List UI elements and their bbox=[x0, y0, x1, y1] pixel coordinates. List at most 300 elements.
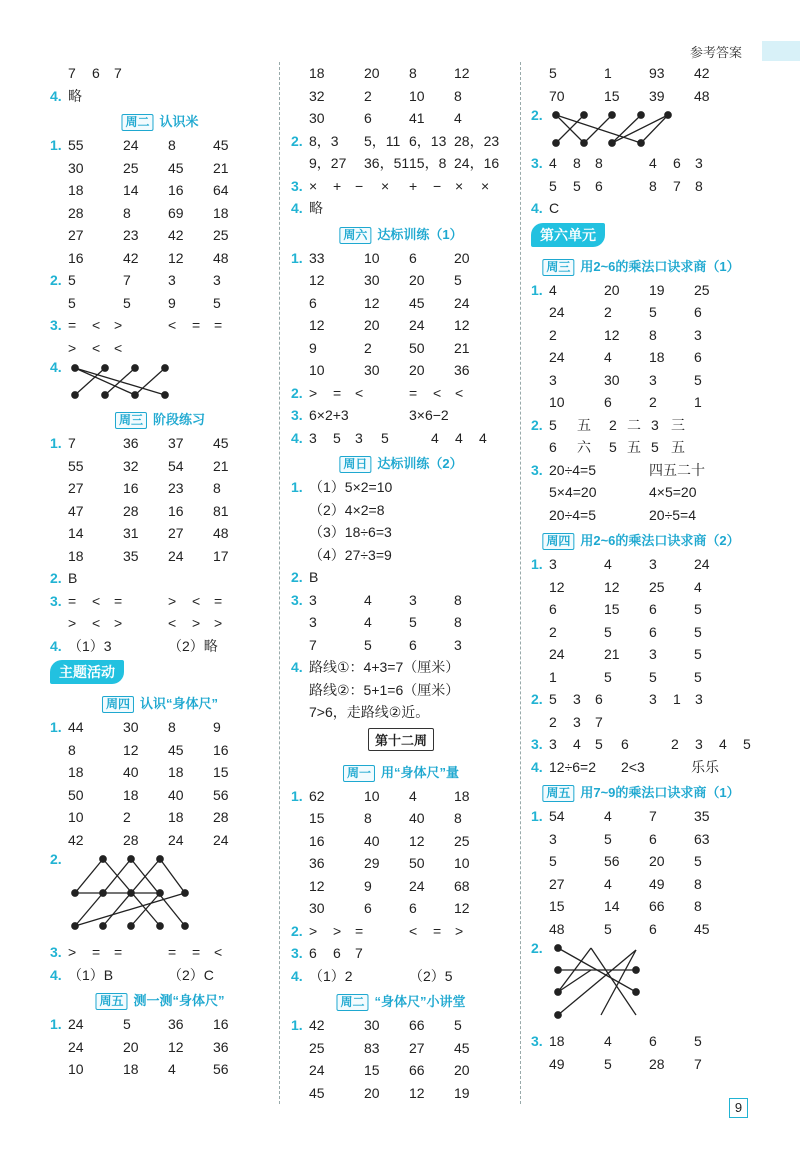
answer-cell: 24 bbox=[549, 349, 565, 365]
answer-cell: 2 bbox=[123, 809, 131, 825]
answer-cell: 8 bbox=[649, 326, 657, 343]
matching-diagram bbox=[50, 359, 270, 405]
answer-cell: 6 bbox=[549, 439, 557, 455]
week-tag: 周二 bbox=[121, 114, 153, 131]
answer-cell: 27 bbox=[168, 525, 184, 541]
answer-cell: 12 bbox=[454, 317, 470, 333]
week-tag: 周一 bbox=[343, 765, 375, 782]
answer-cell: 3 bbox=[649, 646, 657, 662]
question-number: 1. bbox=[50, 1016, 62, 1032]
answer-cell: 36，51 bbox=[364, 155, 410, 171]
answer-cell: 5 bbox=[694, 623, 702, 640]
question-number: 2. bbox=[291, 132, 303, 149]
answer-cell: > bbox=[68, 615, 77, 631]
section-title: 用7~9的乘法口诀求商（1） bbox=[580, 785, 740, 800]
question-number: 2. bbox=[531, 107, 543, 123]
question-number: 2. bbox=[531, 691, 543, 707]
answer-cell: （1）2 bbox=[309, 967, 353, 984]
answer-row bbox=[50, 612, 270, 635]
answer-row bbox=[291, 634, 511, 657]
answer-cell: 18 bbox=[68, 547, 84, 564]
answer-row bbox=[291, 476, 511, 499]
unit-banner bbox=[531, 220, 751, 252]
answer-cell: = bbox=[68, 317, 77, 333]
section-title: 用“身体尺”量 bbox=[381, 764, 460, 780]
answer-cell: 5 bbox=[549, 416, 557, 433]
answer-cell: 28 bbox=[649, 1055, 665, 1072]
answer-cell: = bbox=[355, 922, 364, 939]
answer-cell: 8 bbox=[213, 480, 221, 496]
answer-cell: 24 bbox=[309, 1062, 325, 1078]
answer-cell: 32 bbox=[309, 87, 325, 104]
answer-row bbox=[291, 1037, 511, 1060]
answer-cell: = bbox=[114, 944, 123, 960]
answer-cell: < bbox=[409, 922, 418, 939]
answer-cell: 24 bbox=[168, 831, 184, 848]
answer-cell: 8 bbox=[649, 177, 657, 194]
answer-cell: 5 bbox=[454, 1017, 462, 1033]
answer-row bbox=[531, 621, 751, 644]
week-tag: 周五 bbox=[542, 785, 574, 802]
answer-cell: 42 bbox=[168, 227, 184, 243]
answer-cell: B bbox=[68, 570, 78, 586]
unit-pill: 第六单元 bbox=[531, 223, 605, 247]
answer-cell: 5 bbox=[549, 853, 557, 869]
answer-cell: × bbox=[381, 177, 390, 194]
answer-row bbox=[50, 337, 270, 360]
answer-cell: 56 bbox=[213, 1061, 229, 1077]
answer-row bbox=[291, 314, 511, 337]
question-number: 1. bbox=[531, 281, 543, 298]
answer-cell: < bbox=[114, 339, 123, 356]
answer-cell: 42 bbox=[694, 65, 710, 81]
theme-banner bbox=[50, 657, 270, 689]
question-number: 3. bbox=[531, 155, 543, 171]
answer-cell: 21 bbox=[604, 646, 620, 662]
answer-row bbox=[50, 62, 270, 85]
answer-cell: 6 bbox=[595, 691, 603, 707]
section-title: 测一测“身体尺” bbox=[133, 993, 225, 1008]
answer-cell: > bbox=[192, 615, 201, 631]
answer-row bbox=[291, 701, 511, 724]
header-accent-bar bbox=[762, 41, 800, 61]
answer-cell: 8 bbox=[454, 87, 462, 104]
answer-row bbox=[531, 688, 751, 711]
answer-cell: > bbox=[214, 615, 223, 631]
answer-cell: − bbox=[355, 177, 364, 194]
answer-cell: 3 bbox=[549, 830, 557, 847]
answer-cell: 41 bbox=[409, 110, 425, 126]
answer-cell: 45 bbox=[694, 920, 710, 937]
matching-diagram bbox=[531, 940, 751, 1030]
answer-cell: 15，8 bbox=[409, 155, 447, 171]
answer-cell: < bbox=[214, 944, 223, 960]
answer-cell: 6 bbox=[694, 349, 702, 365]
answer-cell: 70 bbox=[549, 87, 565, 104]
answer-cell: 18 bbox=[454, 787, 470, 804]
answer-cell: 3 bbox=[649, 371, 657, 388]
answer-cell: 12 bbox=[168, 249, 184, 266]
answer-row bbox=[531, 504, 751, 527]
answer-cell: 24 bbox=[123, 137, 139, 153]
answer-row bbox=[531, 324, 751, 347]
answer-cell: 6 bbox=[649, 920, 657, 937]
answer-cell: 30 bbox=[364, 362, 380, 378]
answer-row bbox=[531, 62, 751, 85]
answer-cell: 4 bbox=[479, 429, 487, 446]
answer-cell: 30 bbox=[364, 272, 380, 288]
question-number: 2. bbox=[50, 272, 62, 288]
answer-cell: 6 bbox=[694, 304, 702, 320]
answer-cell: 9，27 bbox=[309, 155, 347, 171]
answer-cell: < bbox=[455, 384, 464, 401]
answer-cell: 1 bbox=[604, 65, 612, 81]
answer-cell: × bbox=[455, 177, 464, 194]
answer-cell: 12 bbox=[168, 1038, 184, 1055]
section-heading bbox=[291, 449, 511, 476]
answer-cell: 25 bbox=[213, 227, 229, 243]
question-number: 3. bbox=[50, 317, 62, 333]
answer-cell: 12 bbox=[604, 578, 620, 595]
answer-cell: 24 bbox=[168, 547, 184, 564]
answer-cell: 28 bbox=[213, 809, 229, 825]
section-heading bbox=[50, 405, 270, 432]
section-heading bbox=[531, 778, 751, 805]
answer-cell: 30 bbox=[123, 719, 139, 735]
answer-cell: 36 bbox=[454, 362, 470, 378]
question-number: 1. bbox=[50, 719, 62, 735]
answer-cell: 6 bbox=[649, 601, 657, 617]
question-number: 4. bbox=[531, 200, 543, 216]
column-3 bbox=[531, 62, 751, 1075]
answer-row bbox=[531, 279, 751, 302]
answer-cell: 45 bbox=[213, 435, 229, 451]
answer-cell: 28 bbox=[123, 502, 139, 519]
answer-cell: 48 bbox=[213, 249, 229, 266]
answer-row bbox=[291, 197, 511, 220]
answer-cell: 20 bbox=[364, 65, 380, 81]
answer-cell: 40 bbox=[364, 832, 380, 849]
answer-cell: 5 bbox=[364, 636, 372, 653]
answer-cell: 40 bbox=[409, 810, 425, 826]
answer-cell: 6 bbox=[673, 155, 681, 171]
question-number: 3. bbox=[531, 736, 543, 752]
answer-row bbox=[291, 656, 511, 679]
answer-cell: 8 bbox=[694, 898, 702, 914]
question-number: 4. bbox=[291, 200, 303, 216]
answer-cell: 47 bbox=[68, 502, 84, 519]
answer-row bbox=[291, 566, 511, 589]
answer-cell: 7 bbox=[673, 177, 681, 194]
answer-row bbox=[50, 269, 270, 292]
answer-cell: 4 bbox=[604, 808, 612, 824]
answer-row bbox=[50, 784, 270, 807]
answer-row bbox=[50, 292, 270, 315]
answer-cell: = bbox=[68, 592, 77, 609]
answer-row bbox=[531, 873, 751, 896]
answer-cell: > bbox=[333, 922, 342, 939]
answer-cell: 25 bbox=[454, 832, 470, 849]
section-heading bbox=[50, 689, 270, 716]
answer-cell: 93 bbox=[649, 65, 665, 81]
answer-cell: 5 bbox=[604, 668, 612, 685]
week-banner bbox=[291, 724, 511, 758]
answer-cell: 5 bbox=[743, 736, 751, 752]
answer-row bbox=[291, 175, 511, 198]
answer-cell: 6 bbox=[649, 1033, 657, 1049]
answer-cell: 7 bbox=[355, 945, 363, 961]
answer-cell: 4 bbox=[455, 429, 463, 446]
answer-cell: 12÷6=2 bbox=[549, 758, 597, 775]
answer-cell: 25 bbox=[694, 281, 710, 298]
answer-cell: 12 bbox=[409, 832, 425, 849]
answer-cell: 20 bbox=[364, 317, 380, 333]
answer-cell: 4 bbox=[364, 591, 372, 608]
answer-cell: 3 bbox=[355, 429, 363, 446]
column-2 bbox=[291, 62, 511, 1104]
answer-row bbox=[50, 806, 270, 829]
answer-row bbox=[50, 829, 270, 852]
answer-cell: 15 bbox=[364, 1062, 380, 1078]
answer-cell: 5 bbox=[68, 294, 76, 311]
answer-cell: 四五二十 bbox=[649, 461, 705, 478]
answer-cell: 6 bbox=[364, 110, 372, 126]
answer-cell: 42 bbox=[123, 249, 139, 266]
answer-cell: 16 bbox=[213, 1016, 229, 1032]
answer-cell: 6 bbox=[649, 830, 657, 847]
answer-cell: 25 bbox=[649, 578, 665, 595]
answer-row bbox=[50, 432, 270, 455]
answer-cell: 3 bbox=[168, 272, 176, 288]
answer-cell: 5 bbox=[595, 736, 603, 752]
answer-cell: 9 bbox=[168, 294, 176, 311]
answer-cell: 45 bbox=[168, 741, 184, 758]
answer-row bbox=[531, 711, 751, 734]
question-number: 3. bbox=[531, 1033, 543, 1049]
answer-cell: 7 bbox=[694, 1055, 702, 1072]
answer-cell: 21 bbox=[213, 457, 229, 474]
answer-cell: − bbox=[433, 177, 442, 194]
answer-cell: 9 bbox=[364, 877, 372, 894]
answer-cell: 18 bbox=[168, 764, 184, 780]
answer-cell: （1）3 bbox=[68, 637, 112, 654]
header-label: 参考答案 bbox=[690, 45, 743, 60]
answer-row bbox=[531, 1053, 751, 1076]
answer-cell: < bbox=[92, 615, 101, 631]
question-number: 4. bbox=[50, 359, 62, 375]
answer-cell: 3 bbox=[549, 736, 557, 752]
answer-cell: 8 bbox=[695, 177, 703, 194]
answer-cell: 14 bbox=[604, 898, 620, 914]
answer-row bbox=[291, 1082, 511, 1105]
answer-cell: 12 bbox=[454, 900, 470, 916]
answer-row bbox=[50, 85, 270, 108]
answer-cell: 49 bbox=[549, 1055, 565, 1072]
answer-cell: = bbox=[168, 944, 177, 960]
answer-cell: （1）5×2=10 bbox=[309, 479, 393, 495]
answer-cell: 33 bbox=[309, 249, 325, 266]
answer-cell: 24，16 bbox=[454, 155, 500, 171]
answer-cell: 20 bbox=[123, 1038, 139, 1055]
answer-cell: 3 bbox=[651, 416, 659, 433]
answer-row bbox=[50, 545, 270, 568]
answer-cell: 2 bbox=[364, 87, 372, 104]
answer-row bbox=[50, 179, 270, 202]
question-number: 2. bbox=[291, 384, 303, 401]
answer-cell: 4 bbox=[431, 429, 439, 446]
answer-cell: 6 bbox=[92, 65, 100, 81]
answer-cell: 二 bbox=[627, 416, 641, 433]
week-tag: 周日 bbox=[339, 456, 371, 473]
question-number: 3. bbox=[531, 461, 543, 478]
answer-cell: 21 bbox=[213, 159, 229, 176]
answer-cell: 12 bbox=[604, 326, 620, 343]
week-tag: 周二 bbox=[336, 994, 368, 1011]
answer-row bbox=[50, 635, 270, 658]
answer-cell: 8，3 bbox=[309, 132, 339, 149]
question-number: 4. bbox=[531, 758, 543, 775]
answer-cell: 45 bbox=[454, 1039, 470, 1056]
answer-cell: 1 bbox=[549, 668, 557, 685]
answer-cell: 49 bbox=[649, 875, 665, 892]
answer-row bbox=[50, 314, 270, 337]
answer-row bbox=[291, 382, 511, 405]
answer-cell: 5 bbox=[694, 853, 702, 869]
answer-cell: （1）B bbox=[68, 966, 114, 983]
answer-cell: 5 bbox=[694, 601, 702, 617]
answer-cell: 54 bbox=[549, 808, 565, 824]
answer-cell: 3×6−2 bbox=[409, 407, 449, 423]
answer-cell: 7 bbox=[68, 65, 76, 81]
answer-cell: 32 bbox=[123, 457, 139, 474]
answer-cell: 35 bbox=[123, 547, 139, 564]
answer-cell: 5 bbox=[651, 439, 659, 455]
answer-row bbox=[291, 785, 511, 808]
answer-cell: 14 bbox=[123, 182, 139, 198]
answer-row bbox=[291, 611, 511, 634]
answer-cell: = bbox=[192, 317, 201, 333]
answer-cell: （3）18÷6=3 bbox=[309, 524, 392, 540]
answer-cell: 20÷4=5 bbox=[549, 461, 597, 478]
answer-cell: 5 bbox=[604, 1055, 612, 1072]
answer-cell: = bbox=[333, 384, 342, 401]
answer-cell: + bbox=[409, 177, 418, 194]
question-number: 2. bbox=[291, 569, 303, 585]
answer-cell: 66 bbox=[409, 1062, 425, 1078]
answer-row bbox=[531, 436, 751, 459]
answer-cell: 1 bbox=[694, 394, 702, 410]
question-number: 3. bbox=[50, 592, 62, 609]
answer-cell: 24 bbox=[68, 1038, 84, 1055]
answer-cell: 24 bbox=[409, 877, 425, 894]
answer-cell: = bbox=[214, 592, 223, 609]
answer-cell: 50 bbox=[409, 855, 425, 871]
answer-cell: 16 bbox=[213, 741, 229, 758]
connector-lines bbox=[65, 851, 225, 941]
answer-cell: 45 bbox=[168, 159, 184, 176]
answer-row bbox=[50, 247, 270, 270]
answer-cell: 3 bbox=[549, 556, 557, 572]
answer-row bbox=[291, 521, 511, 544]
answer-row bbox=[291, 359, 511, 382]
answer-row bbox=[531, 369, 751, 392]
answer-cell: 24 bbox=[549, 646, 565, 662]
answer-cell: 3 bbox=[695, 736, 703, 752]
answer-cell: 5 bbox=[649, 668, 657, 685]
answer-cell: 10 bbox=[68, 1061, 84, 1077]
answer-cell: 30 bbox=[604, 371, 620, 388]
answer-cell: 20 bbox=[454, 249, 470, 266]
answer-cell: 8 bbox=[454, 591, 462, 608]
answer-row bbox=[291, 292, 511, 315]
theme-pill: 主题活动 bbox=[50, 660, 124, 684]
answer-cell: 5 bbox=[694, 1033, 702, 1049]
answer-cell: B bbox=[309, 569, 319, 585]
answer-cell: 6 bbox=[549, 601, 557, 617]
answer-row bbox=[531, 850, 751, 873]
answer-cell: 8 bbox=[694, 875, 702, 892]
question-number: 1. bbox=[291, 1017, 303, 1033]
answer-cell: 36 bbox=[168, 1016, 184, 1032]
answer-row bbox=[291, 875, 511, 898]
answer-row bbox=[531, 197, 751, 220]
question-number: 4. bbox=[50, 637, 62, 654]
section-title: 认识米 bbox=[159, 114, 199, 129]
answer-row bbox=[531, 414, 751, 437]
answer-cell: 6 bbox=[649, 623, 657, 640]
answer-cell: 6×2+3 bbox=[309, 407, 349, 423]
answer-cell: 4 bbox=[604, 349, 612, 365]
answer-cell: < bbox=[355, 384, 364, 401]
page-number: 9 bbox=[729, 1098, 748, 1118]
answer-cell: 5 bbox=[694, 646, 702, 662]
answer-cell: 50 bbox=[409, 339, 425, 356]
answer-cell: 16 bbox=[168, 182, 184, 198]
answer-row bbox=[50, 224, 270, 247]
answer-cell: 8 bbox=[409, 65, 417, 81]
section-heading bbox=[291, 758, 511, 785]
answer-row bbox=[291, 679, 511, 702]
answer-cell: 17 bbox=[213, 547, 229, 564]
answer-cell: 16 bbox=[168, 502, 184, 519]
answer-cell: 18 bbox=[309, 65, 325, 81]
answer-cell: 2 bbox=[649, 394, 657, 410]
answer-cell: 40 bbox=[123, 764, 139, 780]
answer-row bbox=[50, 1058, 270, 1081]
answer-cell: 39 bbox=[649, 87, 665, 104]
answer-cell: 8 bbox=[68, 741, 76, 758]
answer-cell: 乐乐 bbox=[691, 758, 719, 775]
answer-cell: 3 bbox=[309, 429, 317, 446]
answer-cell: 5 bbox=[549, 691, 557, 707]
answer-cell: 5 bbox=[649, 304, 657, 320]
answer-cell: 28 bbox=[123, 831, 139, 848]
answer-cell: 36 bbox=[213, 1038, 229, 1055]
answer-cell: 15 bbox=[604, 87, 620, 104]
answer-cell: 56 bbox=[213, 786, 229, 803]
answer-cell: > bbox=[68, 944, 77, 960]
answer-cell: 6 bbox=[409, 900, 417, 916]
answer-cell: 25 bbox=[309, 1039, 325, 1056]
answer-cell: 8 bbox=[168, 719, 176, 735]
answer-cell: = bbox=[433, 922, 442, 939]
answer-cell: 28 bbox=[68, 204, 84, 221]
answer-cell: 2 bbox=[549, 623, 557, 640]
answer-cell: 5 bbox=[454, 272, 462, 288]
question-number: 1. bbox=[50, 137, 62, 153]
answer-row bbox=[50, 500, 270, 523]
answer-cell: C bbox=[549, 200, 560, 216]
